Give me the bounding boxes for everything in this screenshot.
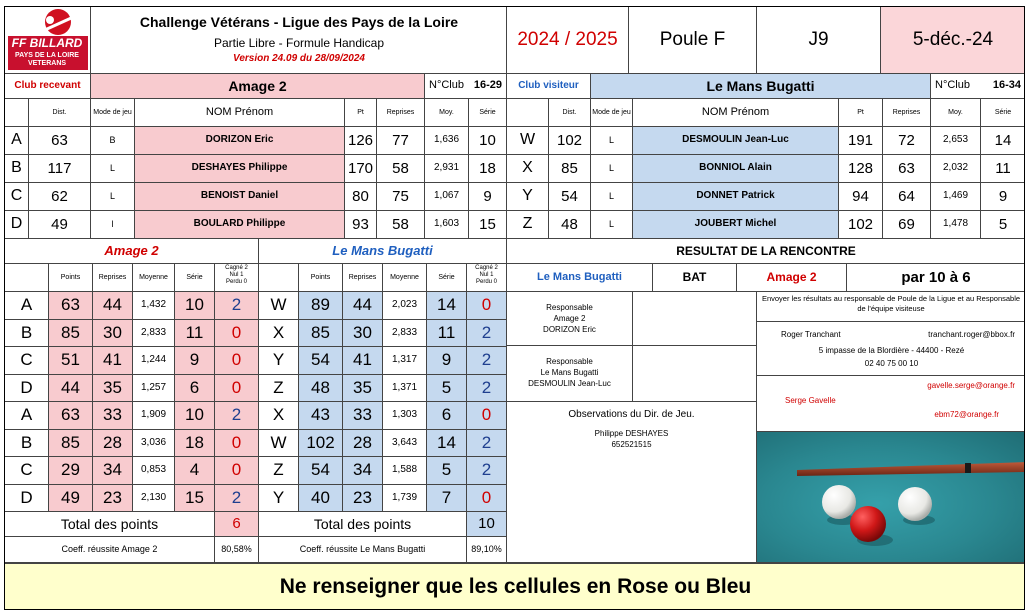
match-home-letter: A (5, 292, 49, 320)
match-away-serie[interactable]: 14 (427, 292, 467, 320)
contact-name-2: Serge Gavelle (785, 396, 836, 405)
match-home-cagne: 0 (215, 347, 259, 375)
match-home-letter: D (5, 485, 49, 513)
match-home-cagne: 2 (215, 292, 259, 320)
home-pt-header: Pt (345, 99, 377, 127)
home-rep-header: Reprises (377, 99, 425, 127)
match-away-moyenne: 1,739 (383, 485, 427, 513)
match-home-letter-header (5, 264, 49, 292)
roster-letter-header (5, 99, 29, 127)
match-away-letter: X (259, 320, 299, 348)
match-away-moyenne: 2,023 (383, 292, 427, 320)
away-rep-header: Reprises (883, 99, 931, 127)
send-instructions: Envoyer les résultats au responsable de Poule de la Ligue et au Responsable de l'équipe visiteuse (757, 292, 1025, 322)
match-away-points[interactable]: 54 (299, 347, 343, 375)
away-club-number-cell (931, 74, 1025, 99)
match-home-cagne: 0 (215, 375, 259, 403)
away-player-name[interactable]: BONNIOL Alain (633, 155, 839, 183)
header-title-block (91, 7, 507, 74)
away-player-reprises[interactable]: 63 (883, 155, 931, 183)
away-coeff-label: Coeff. réussite Le Mans Bugatti (259, 537, 467, 563)
match-away-reprises[interactable]: 28 (343, 430, 383, 458)
cagne-label-loss: Perdu 0 (225, 279, 247, 285)
away-moy-header: Moy. (931, 99, 981, 127)
match-away-serie-header: Série (427, 264, 467, 292)
match-home-serie[interactable]: 15 (175, 485, 215, 513)
match-home-serie[interactable]: 9 (175, 347, 215, 375)
away-club-number-label: N°Club (935, 79, 970, 92)
match-home-cagne: 0 (215, 430, 259, 458)
away-player-name[interactable]: JOUBERT Michel (633, 211, 839, 239)
match-away-moyenne: 3,643 (383, 430, 427, 458)
away-player-reprises[interactable]: 64 (883, 183, 931, 211)
match-home-letter: A (5, 402, 49, 430)
match-away-moyenne: 2,833 (383, 320, 427, 348)
observations-phone: 652521515 (611, 440, 652, 449)
match-home-cagne-header (215, 264, 259, 292)
cagne-label-draw: Nul 1 (229, 272, 244, 278)
match-away-letter: W (259, 430, 299, 458)
home-player-name[interactable]: DESHAYES Philippe (135, 155, 345, 183)
away-player-pt: 94 (839, 183, 883, 211)
match-home-letter: B (5, 430, 49, 458)
logo-cell (5, 7, 91, 74)
contact-cell-1 (757, 322, 1025, 376)
home-player-pt: 126 (345, 127, 377, 155)
billiard-image-icon (757, 432, 1025, 563)
match-home-moyenne: 2,833 (133, 320, 175, 348)
match-away-reprises[interactable]: 30 (343, 320, 383, 348)
home-player-reprises[interactable]: 77 (377, 127, 425, 155)
match-home-cagne: 2 (215, 485, 259, 513)
contact-email-1[interactable]: tranchant.roger@bbox.fr (928, 330, 1015, 339)
contact-email-2[interactable]: gavelle.serge@orange.fr (927, 381, 1015, 390)
match-away-cagne: 0 (467, 292, 507, 320)
match-home-points[interactable]: 85 (49, 430, 93, 458)
away-player-serie[interactable]: 9 (981, 183, 1025, 211)
match-away-letter: Y (259, 347, 299, 375)
away-player-moy: 2,653 (931, 127, 981, 155)
home-player-mode[interactable]: B (91, 127, 135, 155)
match-home-serie[interactable]: 18 (175, 430, 215, 458)
home-name-header: NOM Prénom (135, 99, 345, 127)
match-away-cagne: 2 (467, 430, 507, 458)
match-home-reprises[interactable]: 33 (93, 402, 133, 430)
match-home-letter: B (5, 320, 49, 348)
match-away-letter-header (259, 264, 299, 292)
match-home-reprises[interactable]: 41 (93, 347, 133, 375)
away-responsable-label: Responsable (546, 357, 593, 366)
away-responsable-club: Le Mans Bugatti (540, 368, 599, 377)
contact-name-1: Roger Tranchant (781, 330, 841, 339)
away-player-dist[interactable]: 85 (549, 155, 591, 183)
match-away-points[interactable]: 40 (299, 485, 343, 513)
match-away-serie[interactable]: 5 (427, 375, 467, 403)
match-away-cagne: 2 (467, 375, 507, 403)
match-home-reprises[interactable]: 44 (93, 292, 133, 320)
page-title: Challenge Vétérans - Ligue des Pays de la Loire (139, 13, 459, 30)
match-away-points[interactable]: 85 (299, 320, 343, 348)
match-home-points[interactable]: 49 (49, 485, 93, 513)
cagne-label-win: Cagné 2 (475, 265, 498, 271)
home-player-letter: B (5, 155, 29, 183)
away-club-number[interactable]: 16-34 (992, 79, 1021, 92)
home-moy-header: Moy. (425, 99, 469, 127)
away-player-reprises[interactable]: 72 (883, 127, 931, 155)
match-home-points[interactable]: 51 (49, 347, 93, 375)
home-responsable-cell (507, 292, 633, 346)
match-home-reprises[interactable]: 23 (93, 485, 133, 513)
home-player-mode[interactable]: L (91, 183, 135, 211)
away-player-moy: 1,469 (931, 183, 981, 211)
match-home-points-header: Points (49, 264, 93, 292)
away-player-pt: 102 (839, 211, 883, 239)
match-home-letter: D (5, 375, 49, 403)
match-away-reprises[interactable]: 34 (343, 457, 383, 485)
away-player-letter: W (507, 127, 549, 155)
match-away-letter: Z (259, 375, 299, 403)
match-away-cagne: 0 (467, 485, 507, 513)
match-away-cagne: 2 (467, 347, 507, 375)
match-home-moyenne: 1,257 (133, 375, 175, 403)
match-away-serie[interactable]: 7 (427, 485, 467, 513)
away-player-letter: X (507, 155, 549, 183)
away-responsable-name: DESMOULIN Jean-Luc (528, 379, 611, 388)
home-responsable-label: Responsable (546, 303, 593, 312)
match-away-points[interactable]: 48 (299, 375, 343, 403)
match-home-serie[interactable]: 6 (175, 375, 215, 403)
home-player-mode[interactable]: L (91, 155, 135, 183)
away-serie-header: Série (981, 99, 1025, 127)
home-player-serie[interactable]: 18 (469, 155, 507, 183)
away-signature-cell[interactable] (633, 346, 757, 402)
home-player-serie[interactable]: 9 (469, 183, 507, 211)
match-home-cagne: 0 (215, 320, 259, 348)
away-dist-header: Dist. (549, 99, 591, 127)
match-away-points[interactable]: 89 (299, 292, 343, 320)
match-away-cagne: 2 (467, 320, 507, 348)
match-home-moyenne: 1,909 (133, 402, 175, 430)
match-away-title: Le Mans Bugatti (259, 239, 507, 264)
home-player-serie[interactable]: 15 (469, 211, 507, 239)
result-verb: BAT (653, 264, 737, 292)
away-player-moy: 2,032 (931, 155, 981, 183)
logo-veterans: VETERANS (27, 60, 67, 67)
home-player-pt: 170 (345, 155, 377, 183)
home-player-serie[interactable]: 10 (469, 127, 507, 155)
home-player-moy: 1,636 (425, 127, 469, 155)
home-player-dist[interactable]: 49 (29, 211, 91, 239)
match-home-reprises[interactable]: 28 (93, 430, 133, 458)
page-subtitle: Partie Libre - Formule Handicap (213, 35, 385, 50)
match-date[interactable]: 5-déc.-24 (881, 7, 1025, 74)
result-loser: Amage 2 (737, 264, 847, 292)
home-responsable-club: Amage 2 (553, 314, 586, 323)
match-home-points[interactable]: 29 (49, 457, 93, 485)
match-away-letter: Y (259, 485, 299, 513)
match-home-moyenne: 1,244 (133, 347, 175, 375)
match-home-reprises-header: Reprises (93, 264, 133, 292)
match-home-reprises[interactable]: 34 (93, 457, 133, 485)
match-away-moyenne: 1,371 (383, 375, 427, 403)
cagne-label-win: Cagné 2 (225, 265, 248, 271)
away-player-name[interactable]: DESMOULIN Jean-Luc (633, 127, 839, 155)
home-player-dist[interactable]: 63 (29, 127, 91, 155)
home-club-number-cell (425, 74, 507, 99)
home-total-points: 6 (215, 512, 259, 537)
home-coeff-value: 80,58% (215, 537, 259, 563)
match-home-moyenne-header: Moyenne (133, 264, 175, 292)
away-player-reprises[interactable]: 69 (883, 211, 931, 239)
home-player-name[interactable]: DORIZON Eric (135, 127, 345, 155)
match-away-moyenne: 1,317 (383, 347, 427, 375)
away-player-mode[interactable]: L (591, 127, 633, 155)
match-away-reprises[interactable]: 33 (343, 402, 383, 430)
home-player-reprises[interactable]: 58 (377, 211, 425, 239)
match-home-letter: C (5, 347, 49, 375)
cagne-label-draw: Nul 1 (479, 272, 494, 278)
match-away-reprises[interactable]: 41 (343, 347, 383, 375)
contact-address: 5 impasse de la Blordière - 44400 - Rezé (818, 346, 965, 355)
away-player-serie[interactable]: 14 (981, 127, 1025, 155)
match-away-serie[interactable]: 5 (427, 457, 467, 485)
home-coeff-label: Coeff. réussite Amage 2 (5, 537, 215, 563)
match-away-moyenne: 1,303 (383, 402, 427, 430)
home-player-moy: 1,067 (425, 183, 469, 211)
match-home-points[interactable]: 63 (49, 402, 93, 430)
result-score: par 10 à 6 (847, 264, 1025, 292)
away-player-serie[interactable]: 5 (981, 211, 1025, 239)
home-player-dist[interactable]: 117 (29, 155, 91, 183)
home-player-moy: 2,931 (425, 155, 469, 183)
home-signature-cell[interactable] (633, 292, 757, 346)
version-label: Version 24.09 du 28/09/2024 (233, 52, 365, 64)
match-home-points[interactable]: 63 (49, 292, 93, 320)
match-away-points[interactable]: 102 (299, 430, 343, 458)
match-away-letter: Z (259, 457, 299, 485)
match-home-points[interactable]: 85 (49, 320, 93, 348)
match-home-title: Amage 2 (5, 239, 259, 264)
match-home-serie[interactable]: 11 (175, 320, 215, 348)
contact-email-3[interactable]: ebm72@orange.fr (934, 410, 999, 419)
match-home-moyenne: 0,853 (133, 457, 175, 485)
away-letter-header (507, 99, 549, 127)
home-club-number[interactable]: 16-29 (473, 79, 502, 92)
away-player-serie[interactable]: 11 (981, 155, 1025, 183)
match-away-points-header: Points (299, 264, 343, 292)
away-mode-header: Mode de jeu (591, 99, 633, 127)
cagne-label-loss: Perdu 0 (475, 279, 497, 285)
away-total-points: 10 (467, 512, 507, 537)
away-total-label: Total des points (259, 512, 467, 537)
match-home-serie[interactable]: 4 (175, 457, 215, 485)
match-away-cagne: 2 (467, 457, 507, 485)
away-player-letter: Y (507, 183, 549, 211)
logo-region: PAYS DE LA LOIRE (15, 52, 79, 59)
away-player-dist[interactable]: 48 (549, 211, 591, 239)
away-name-header: NOM Prénom (633, 99, 839, 127)
match-away-reprises[interactable]: 23 (343, 485, 383, 513)
match-home-points[interactable]: 44 (49, 375, 93, 403)
home-player-pt: 93 (345, 211, 377, 239)
away-player-letter: Z (507, 211, 549, 239)
home-total-label: Total des points (5, 512, 215, 537)
away-player-dist[interactable]: 102 (549, 127, 591, 155)
home-player-reprises[interactable]: 58 (377, 155, 425, 183)
home-responsable-name: DORIZON Eric (543, 325, 596, 334)
result-winner: Le Mans Bugatti (507, 264, 653, 292)
away-player-mode[interactable]: L (591, 183, 633, 211)
home-dist-header: Dist. (29, 99, 91, 127)
match-away-moyenne-header: Moyenne (383, 264, 427, 292)
logo-brand: FF BILLARD (11, 36, 83, 50)
match-home-serie-header: Série (175, 264, 215, 292)
match-away-serie[interactable]: 9 (427, 347, 467, 375)
match-away-points[interactable]: 54 (299, 457, 343, 485)
home-club-number-label: N°Club (429, 79, 464, 92)
match-away-letter: W (259, 292, 299, 320)
home-serie-header: Série (469, 99, 507, 127)
match-home-moyenne: 2,130 (133, 485, 175, 513)
away-club-label: Club visiteur (507, 74, 591, 99)
match-away-letter: X (259, 402, 299, 430)
match-home-letter: C (5, 457, 49, 485)
season[interactable]: 2024 / 2025 (507, 7, 629, 74)
match-away-cagne-header (467, 264, 507, 292)
match-home-serie[interactable]: 10 (175, 402, 215, 430)
match-home-moyenne: 1,432 (133, 292, 175, 320)
match-away-moyenne: 1,588 (383, 457, 427, 485)
match-home-cagne: 0 (215, 457, 259, 485)
match-away-reprises-header: Reprises (343, 264, 383, 292)
journee[interactable]: J9 (757, 7, 881, 74)
home-player-pt: 80 (345, 183, 377, 211)
away-player-pt: 128 (839, 155, 883, 183)
match-away-serie[interactable]: 14 (427, 430, 467, 458)
contact-phone: 02 40 75 00 10 (864, 359, 919, 368)
away-player-mode[interactable]: L (591, 211, 633, 239)
observations-name: Philippe DESHAYES (594, 429, 669, 438)
match-away-points[interactable]: 43 (299, 402, 343, 430)
home-mode-header: Mode de jeu (91, 99, 135, 127)
away-responsable-cell (507, 346, 633, 402)
away-player-name[interactable]: DONNET Patrick (633, 183, 839, 211)
away-coeff-value: 89,10% (467, 537, 507, 563)
billiard-photo (757, 432, 1025, 563)
observations-title: Observations du Dir. de Jeu. (568, 409, 695, 420)
match-home-moyenne: 3,036 (133, 430, 175, 458)
away-club-name[interactable]: Le Mans Bugatti (591, 74, 931, 99)
match-away-reprises[interactable]: 35 (343, 375, 383, 403)
match-away-reprises[interactable]: 44 (343, 292, 383, 320)
home-player-name[interactable]: BENOIST Daniel (135, 183, 345, 211)
home-player-dist[interactable]: 62 (29, 183, 91, 211)
footer-notice: Ne renseigner que les cellules en Rose ou Bleu (5, 563, 1025, 610)
result-title: RESULTAT DE LA RENCONTRE (507, 239, 1025, 264)
home-player-mode[interactable]: l (91, 211, 135, 239)
away-player-dist[interactable]: 54 (549, 183, 591, 211)
match-away-serie[interactable]: 11 (427, 320, 467, 348)
home-club-label: Club recevant (5, 74, 91, 99)
poule[interactable]: Poule F (629, 7, 757, 74)
match-home-reprises[interactable]: 30 (93, 320, 133, 348)
contact-cell-2 (757, 376, 1025, 432)
home-player-letter: D (5, 211, 29, 239)
match-home-cagne: 2 (215, 402, 259, 430)
home-player-moy: 1,603 (425, 211, 469, 239)
match-away-cagne: 0 (467, 402, 507, 430)
match-away-serie[interactable]: 6 (427, 402, 467, 430)
away-player-moy: 1,478 (931, 211, 981, 239)
score-sheet (4, 6, 1025, 610)
away-player-mode[interactable]: L (591, 155, 633, 183)
match-home-reprises[interactable]: 35 (93, 375, 133, 403)
home-player-name[interactable]: BOULARD Philippe (135, 211, 345, 239)
observations-cell[interactable] (507, 402, 757, 563)
home-club-name[interactable]: Amage 2 (91, 74, 425, 99)
away-pt-header: Pt (839, 99, 883, 127)
home-player-letter: C (5, 183, 29, 211)
away-player-pt: 191 (839, 127, 883, 155)
match-home-serie[interactable]: 10 (175, 292, 215, 320)
home-player-reprises[interactable]: 75 (377, 183, 425, 211)
home-player-letter: A (5, 127, 29, 155)
